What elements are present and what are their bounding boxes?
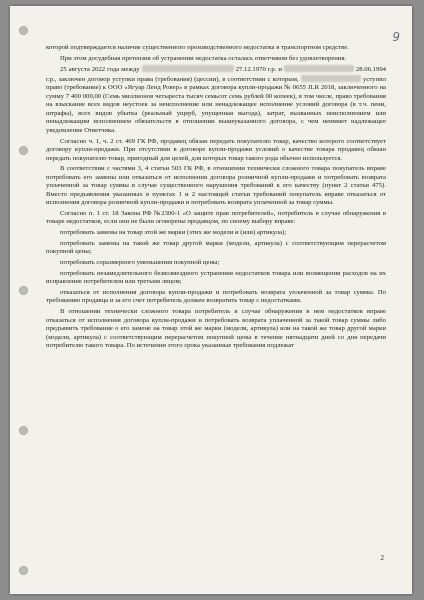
binding-hole (19, 426, 28, 435)
paragraph-text: уступил право (требование) к ООО «Ягуар Ленд Ровер» в рамках договора купли-продажи № 0655 JLR 2018, заключенного на сумму 7 400 000,00 (Семь миллионов четыреста тысяч семьсот семь рублей 00 копеек), в том числе, право требования на взыскание всех видов неустоек за неисполнение или ненадлежащее исполнение условий договора (в т.ч. пени, штрафы), всех видов убытка (реальный ущерб, упущенная выгода), затрат, вызванных неисполнением или ненадлежащим исполнением обязательств в отношении вышеуказанного договора, с чем неиммет надлежащее уведомление Ответчика. (46, 75, 387, 134)
list-item: потребовать замены на товар этой же марки (этих же модели и (или) артикула); (60, 229, 287, 237)
handwritten-page-mark: 9 (392, 30, 400, 44)
paragraph: Согласно п. 1 ст. 18 Закона РФ №2300-1 «О защите прав потребителей», потребитель в случае обнаружения в товаре недостатков, если они не были оговорены продавцом, по своему выбору вправе: (46, 209, 386, 226)
list-item: отказаться от исполнения договора купли-продажи и потребовать возврата уплаченной за товар суммы. По требованию продавца и за его счет потребитель должен возвратить товар с недостатками. (46, 288, 386, 305)
binding-hole (19, 26, 28, 35)
paragraph: В отношении технически сложного товара потребитель в случае обнаружения в нем недостатков вправе отказаться от исполнения договора купли-продажи и потребовать возврата уплаченной за такой товар суммы либо предъявить требование о его замене на товар этой же марки (модели, артикула) или на такой же товар другой марки (модели, артикула) с соответствующим перерасчетом покупной цены в течение пятнадцати дней со дня передачи потребителю такого товара. По истечении этого срока указанные требования подлежат (46, 308, 386, 350)
redacted-name (301, 75, 361, 82)
date-text: 25 августа 2022 года между (60, 66, 140, 74)
paragraph-date-line (46, 65, 386, 135)
binding-holes (19, 26, 27, 586)
list-item: потребовать соразмерного уменьшения покупной цены; (60, 259, 220, 266)
binding-hole (19, 286, 28, 295)
redacted-name (142, 65, 234, 72)
paragraph: При этом досудебная претензия об устранении недостатка осталась ответчиком без удовлетворения. (60, 54, 347, 62)
page-number: 2 (380, 554, 384, 562)
paragraph: В соответствии с частями 3, 4 статьи 503 ГК РФ, в отношении технически сложного товара покупатель вправе потребовать его замены или отказаться от исполнения договора розничной купли-продажи и потребовать возврата уплаченной за товар суммы в случае существенного нарушения требований к его качеству (пункт 2 статьи 475). Вместо предъявления указанных в пунктах 1 и 2 настоящей статьи требований покупатель вправе отказаться от исполнения договора розничной купли-продажи и потребовать возврата уплаченной за товар суммы. (46, 165, 386, 207)
binding-hole (19, 146, 28, 155)
dob-text: 27.12.1970 г.р. и (235, 66, 282, 74)
redacted-name (284, 65, 354, 72)
binding-hole (19, 566, 28, 575)
list-item: потребовать замены на такой же товар другой марки (модели, артикула) с соответствующим перерасчетом покупной цены; (46, 239, 386, 256)
document-page (10, 6, 412, 594)
list-item: потребовать незамедлительного безвозмездного устранения недостатков товара или возмещения расходов на их исправление потребителем или третьим лицом; (46, 269, 386, 286)
paragraph: Согласно ч. 1, ч. 2 ст. 469 ГК РФ, продавец обязан передать покупателю товар, качество которого соответствует договору купли-продажи. При отсутствии в договоре купли-продажи условий о качестве товара продавец обязан передать покупателю товар, пригодный для целей, для которых товар такого рода обычно используется. (46, 137, 386, 162)
document-body (46, 44, 386, 353)
paragraph-text: 28.06.1994 г.р., заключен договор уступки права (требования) (цессии), в соответствии с которым, (46, 66, 386, 83)
paragraph: которой подтверждается наличие существенного производственного недостатка в транспортном средстве. (46, 44, 349, 51)
